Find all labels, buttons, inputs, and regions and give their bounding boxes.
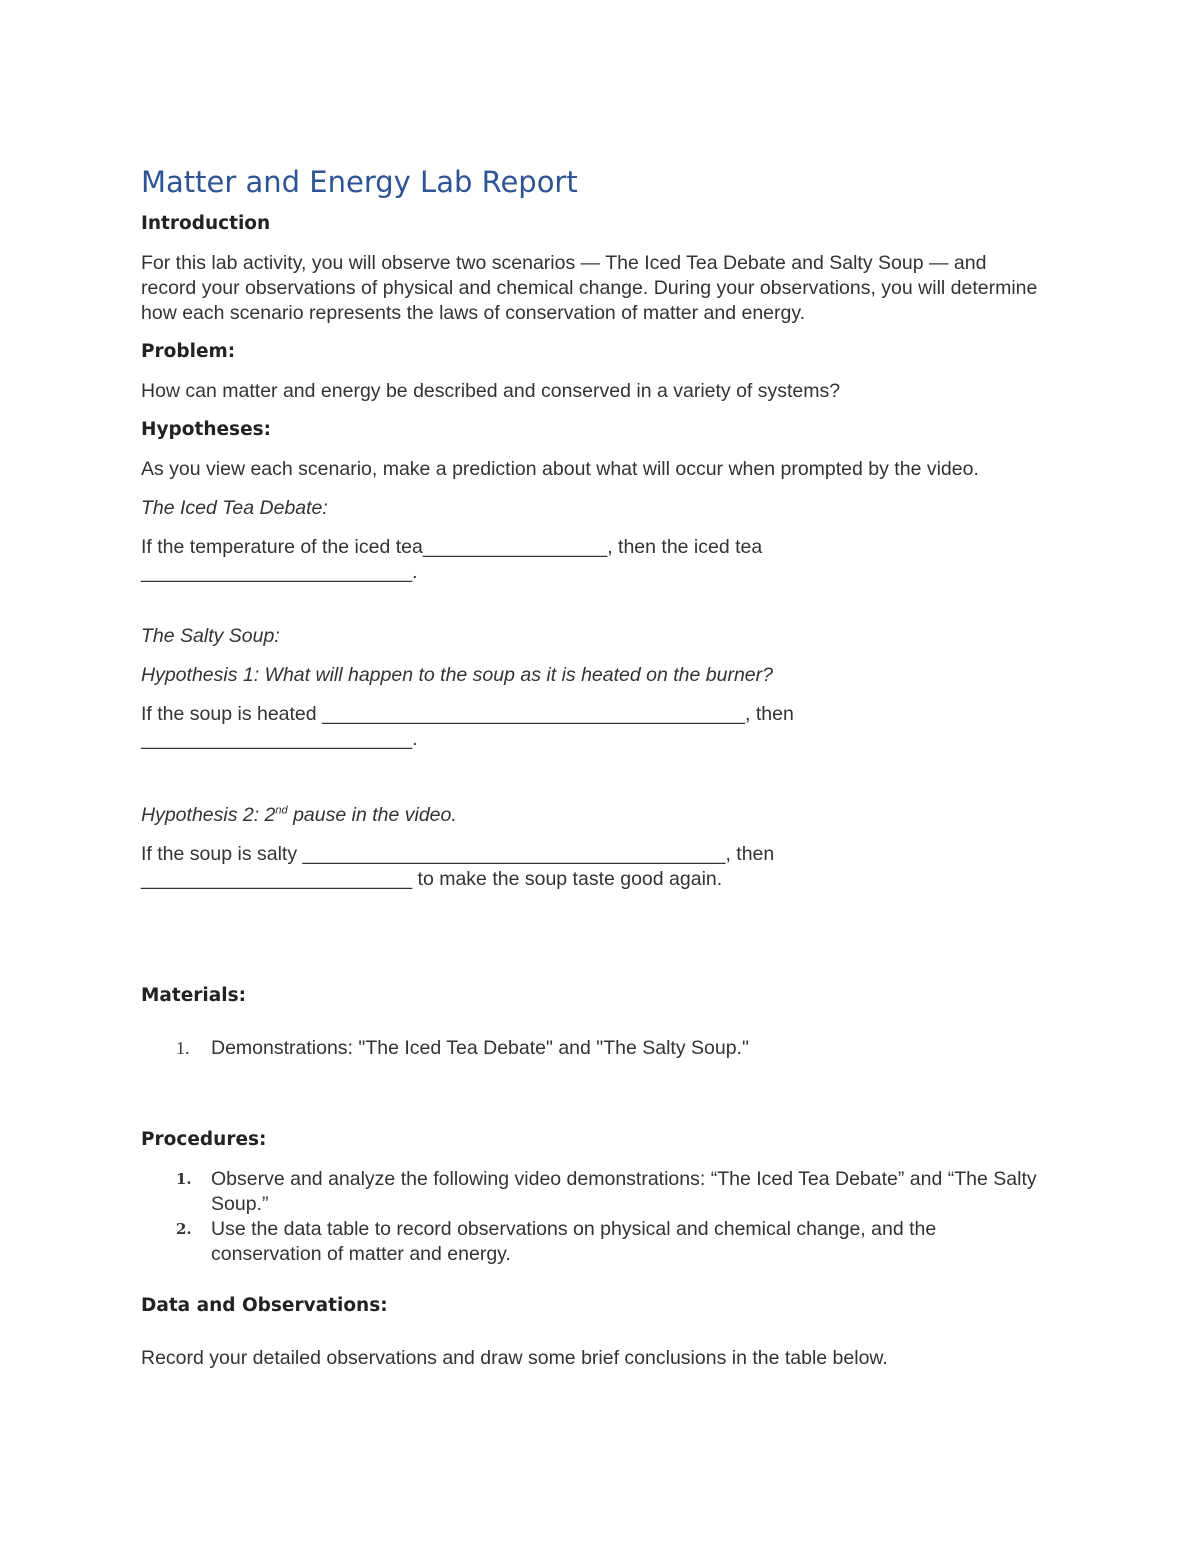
hypothesis1-line1: If the soup is heated _______________________________________, then: [141, 703, 794, 725]
introduction-text: For this lab activity, you will observe two scenarios — The Iced Tea Debate and Salty Soup — and record your observations of physical and chemical change. During your observations, you will determine how each scenario represents the laws of conservation of matter and energy.: [141, 252, 1038, 324]
list-item-text: Demonstrations: "The Iced Tea Debate" and "The Salty Soup.": [211, 1037, 749, 1059]
list-item-text: Use the data table to record observations on physical and chemical change, and the conservation of matter and energy.: [211, 1218, 937, 1265]
iced-tea-hypothesis-line1: If the temperature of the iced tea_________________, then the iced tea: [141, 536, 763, 558]
document-page: [141, 160, 1041, 1371]
materials-list: [141, 1036, 1041, 1061]
list-item-number: 2.: [176, 1220, 192, 1238]
problem-text: How can matter and energy be described and conserved in a variety of systems?: [141, 380, 841, 402]
hypothesis2-label: [141, 803, 1041, 828]
hypothesis2-line1: If the soup is salty _______________________________________, then: [141, 843, 775, 865]
hypothesis2-line2: _________________________ to make the soup taste good again.: [141, 868, 723, 890]
introduction-heading: Introduction: [141, 213, 271, 234]
materials-heading: Materials:: [141, 985, 246, 1006]
data-observations-text: Record your detailed observations and draw some brief conclusions in the table below.: [141, 1347, 888, 1369]
list-item: [141, 1167, 1041, 1217]
hypothesis2-label-post: pause in the video.: [287, 804, 457, 826]
hypotheses-heading: Hypotheses:: [141, 419, 272, 440]
iced-tea-label: The Iced Tea Debate:: [141, 497, 328, 519]
procedures-list: [141, 1167, 1041, 1267]
hypothesis2-label-pre: Hypothesis 2: 2: [141, 804, 276, 826]
list-item-number: 1.: [176, 1038, 190, 1058]
iced-tea-hypothesis-line2: _________________________.: [141, 561, 418, 583]
hypothesis1-line2: _________________________.: [141, 728, 418, 750]
list-item-number: 1.: [176, 1170, 192, 1188]
problem-heading: Problem:: [141, 341, 236, 362]
list-item: [141, 1036, 1041, 1061]
list-item-text: Observe and analyze the following video demonstrations: “The Iced Tea Debate” and “The Salty Soup.”: [211, 1168, 1037, 1215]
document-title: Matter and Energy Lab Report: [141, 165, 578, 199]
salty-soup-label: The Salty Soup:: [141, 625, 280, 647]
hypothesis1-label: Hypothesis 1: What will happen to the soup as it is heated on the burner?: [141, 664, 773, 686]
list-item: [141, 1217, 1041, 1267]
hypotheses-text: As you view each scenario, make a prediction about what will occur when prompted by the video.: [141, 458, 979, 480]
data-observations-heading: Data and Observations:: [141, 1295, 388, 1316]
hypothesis2-label-sup: nd: [275, 804, 288, 817]
procedures-heading: Procedures:: [141, 1129, 267, 1150]
